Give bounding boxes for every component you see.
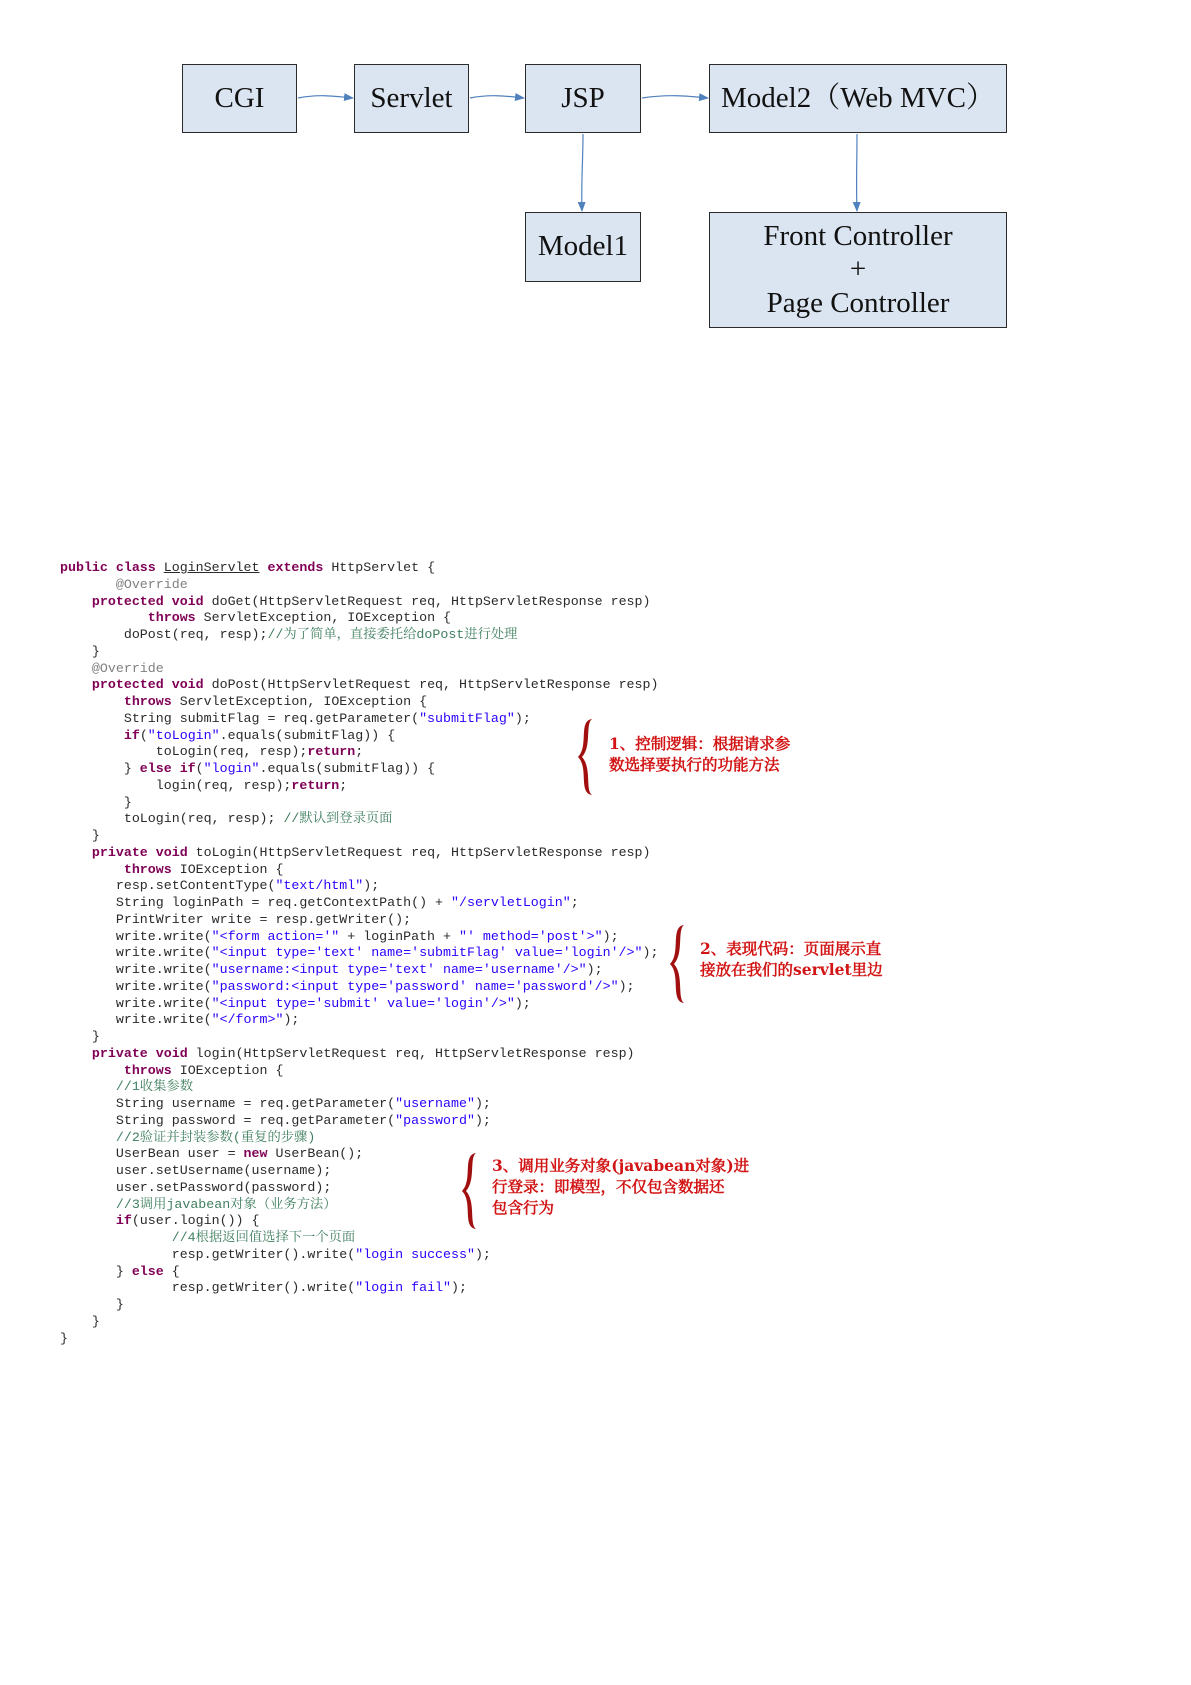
node-model2-label: Model2（Web MVC） [721, 81, 995, 114]
code-line [60, 711, 1160, 728]
code-token: resp.getWriter().write( [60, 1280, 356, 1296]
code-line [60, 979, 1160, 996]
node-model2 [709, 64, 1007, 133]
code-line [60, 661, 1160, 678]
code-token: @Override [91, 660, 164, 676]
code-token [60, 1063, 124, 1078]
code-token: } [60, 1029, 100, 1044]
code-token: } [60, 828, 100, 843]
code-token: //3调用javabean对象（业务方法） [115, 1196, 337, 1212]
code-token: "submitFlag" [419, 710, 515, 726]
code-line [60, 1012, 1160, 1029]
code-token: "' method='post'>" [458, 928, 603, 944]
code-token: login(req, resp); [60, 777, 292, 793]
arrow-servlet-to-jsp [470, 96, 524, 98]
code-line [60, 610, 1160, 627]
code-token: if [115, 1213, 132, 1229]
code-token: ); [514, 710, 531, 726]
arrow-jsp-to-model2 [642, 96, 708, 98]
code-token [60, 862, 124, 877]
code-token: "login fail" [355, 1280, 452, 1296]
code-token: write.write( [60, 928, 212, 944]
code-token: "login" [203, 761, 260, 776]
code-line [60, 677, 1160, 694]
code-token [60, 1130, 116, 1145]
code-token: ( [195, 761, 204, 776]
code-token: throws [123, 1062, 172, 1078]
code-token: "toLogin" [147, 727, 220, 743]
code-token: IOException { [171, 861, 284, 877]
code-token: public class [60, 560, 164, 575]
code-token: doGet(HttpServletRequest req, HttpServletResponse resp) [203, 593, 651, 609]
code-token [60, 577, 116, 592]
code-token: "password:<input type='password' name='password'/>" [211, 978, 619, 994]
code-token: } [60, 1330, 68, 1346]
arrow-jsp-to-model1 [582, 134, 583, 211]
code-token: if [123, 727, 140, 743]
code-line [60, 1230, 1160, 1247]
code-token: login(HttpServletRequest req, HttpServletResponse resp) [187, 1045, 635, 1061]
code-line [60, 1130, 1160, 1147]
code-token: UserBean user = [60, 1146, 244, 1162]
code-token: "<form action='" [211, 928, 340, 944]
code-line [60, 1264, 1160, 1281]
code-token: write.write( [60, 945, 212, 961]
code-token: } [60, 761, 140, 776]
code-line [60, 627, 1160, 644]
code-line [60, 828, 1160, 845]
code-line [60, 996, 1160, 1013]
code-token: //为了简单，直接委托给doPost进行处理 [267, 627, 518, 642]
code-line [60, 644, 1160, 661]
code-token: //2验证并封装参数(重复的步骤) [115, 1129, 316, 1145]
code-line [60, 945, 1160, 962]
code-line [60, 1079, 1160, 1096]
code-line [60, 560, 1160, 577]
code-token: String loginPath = req.getContextPath() + [60, 895, 451, 910]
code-token: HttpServlet { [323, 560, 436, 575]
code-token [60, 610, 148, 625]
annotation-presentation-code [700, 938, 883, 980]
code-line [60, 811, 1160, 828]
code-line [60, 778, 1160, 795]
code-token: IOException { [171, 1062, 284, 1078]
code-line [60, 795, 1160, 812]
code-token: ); [642, 945, 659, 961]
annotation-control-logic [609, 733, 790, 775]
brace-3 [460, 1152, 486, 1230]
code-token: write.write( [60, 1012, 212, 1028]
node-model1-label: Model1 [537, 230, 629, 263]
code-token: } [60, 643, 100, 659]
code-token: .equals(submitFlag)) { [259, 761, 436, 776]
code-line [60, 1113, 1160, 1130]
code-token: extends [267, 560, 324, 575]
code-token [60, 1046, 92, 1061]
annotation-2-line2: 接放在我们的servlet里边 [700, 960, 883, 979]
node-servlet-label: Servlet [370, 81, 453, 114]
code-token: ); [363, 878, 380, 894]
code-token [60, 677, 92, 692]
code-token [60, 594, 92, 609]
code-token: else [131, 1263, 164, 1279]
code-token: UserBean(); [267, 1146, 364, 1162]
code-token: write.write( [60, 978, 212, 994]
code-token: @Override [115, 576, 188, 592]
code-token: new [243, 1146, 268, 1162]
code-line [60, 878, 1160, 895]
code-token: } [60, 1313, 100, 1329]
code-token: String submitFlag = req.getParameter( [60, 710, 420, 726]
code-token [60, 694, 124, 709]
code-token: "login success" [355, 1246, 475, 1262]
code-token: } [60, 1263, 132, 1279]
code-token: PrintWriter write = resp.getWriter(); [60, 911, 412, 927]
code-token: else if [139, 761, 196, 776]
code-token: String username = req.getParameter( [60, 1096, 396, 1111]
code-token: ); [474, 1112, 491, 1128]
code-token: //4根据返回值选择下一个页面 [171, 1230, 356, 1245]
code-token: .equals(submitFlag)) { [219, 727, 396, 743]
code-token: ; [339, 777, 348, 793]
code-line [60, 1247, 1160, 1264]
code-line [60, 962, 1160, 979]
code-token: "username:<input type='text' name='username'/>" [211, 962, 587, 977]
code-token: user.setPassword(password); [60, 1179, 332, 1195]
node-front-line3: Page Controller [766, 286, 950, 319]
code-token: ); [514, 995, 531, 1011]
code-token: } [60, 1297, 124, 1312]
code-token: throws [123, 694, 172, 709]
code-token: } [60, 794, 132, 810]
code-token [60, 728, 124, 743]
node-model1 [525, 212, 641, 282]
code-token: ); [474, 1096, 491, 1111]
code-token: toLogin(req, resp); [60, 744, 308, 760]
code-line [60, 929, 1160, 946]
diagram-arrows [0, 0, 1191, 360]
arrow-cgi-to-servlet [298, 96, 353, 98]
code-token: "/servletLogin" [451, 895, 571, 910]
code-token: doPost(HttpServletRequest req, HttpServletResponse resp) [203, 677, 659, 693]
code-token: "<input type='text' name='submitFlag' value='login'/>" [211, 945, 643, 961]
code-token: //默认到登录页面 [283, 811, 393, 827]
code-line [60, 912, 1160, 929]
code-token: doPost(req, resp); [60, 627, 268, 642]
code-line [60, 1046, 1160, 1063]
annotation-1-line1: 1、控制逻辑：根据请求参 [609, 734, 791, 753]
node-servlet [354, 64, 469, 133]
code-token: toLogin(HttpServletRequest req, HttpServletResponse resp) [187, 844, 651, 860]
annotation-3-line2: 行登录：即模型，不仅包含数据还 [492, 1177, 725, 1196]
code-line [60, 1280, 1160, 1297]
code-line [60, 1297, 1160, 1314]
code-line [60, 1096, 1160, 1113]
node-front-page-controller [709, 212, 1007, 328]
code-token: "</form>" [211, 1012, 284, 1028]
code-token: throws [147, 610, 196, 626]
code-token: return [291, 777, 340, 793]
code-token: "<input type='submit' value='login'/>" [211, 995, 515, 1011]
code-line [60, 694, 1160, 711]
code-token: ); [474, 1246, 491, 1262]
code-token: protected void [91, 677, 204, 693]
code-token: ( [139, 727, 148, 743]
brace-2 [668, 924, 694, 1004]
code-token: "username" [395, 1096, 475, 1111]
code-listing [60, 560, 1160, 1347]
code-token: "password" [395, 1112, 475, 1128]
node-jsp-label: JSP [561, 81, 605, 114]
code-token [60, 1079, 116, 1094]
code-line [60, 862, 1160, 879]
annotation-3-line1: 3、调用业务对象(javabean对象)进 [492, 1156, 750, 1175]
node-cgi-label: CGI [214, 81, 265, 114]
code-line [60, 845, 1160, 862]
code-token: private void [91, 1045, 188, 1061]
code-token [60, 845, 92, 860]
code-token: ); [586, 962, 603, 977]
code-token: write.write( [60, 995, 212, 1011]
code-token: resp.getWriter().write( [60, 1246, 356, 1262]
flow-diagram [0, 0, 1191, 360]
code-line [60, 1063, 1160, 1080]
node-front-line2: + [849, 253, 867, 286]
code-token: ServletException, IOException { [171, 694, 428, 709]
code-token: LoginServlet [163, 560, 260, 575]
code-token: ); [283, 1012, 300, 1028]
code-token: user.setUsername(username); [60, 1163, 332, 1178]
code-token: ); [451, 1280, 467, 1296]
code-token: String password = req.getParameter( [60, 1112, 396, 1128]
code-token: (user.login()) { [131, 1213, 260, 1229]
code-token: { [163, 1263, 180, 1279]
code-token: throws [123, 861, 172, 877]
code-token: resp.setContentType( [60, 878, 276, 894]
code-token: write.write( [60, 962, 212, 977]
code-token: protected void [91, 593, 204, 609]
code-token: "text/html" [275, 878, 364, 894]
code-token [60, 1197, 116, 1212]
code-token: return [307, 744, 356, 760]
code-line [60, 1029, 1160, 1046]
code-line [60, 594, 1160, 611]
code-token [60, 1213, 116, 1228]
code-token [60, 661, 92, 676]
code-token: ; [570, 895, 579, 910]
code-token: ServletException, IOException { [195, 610, 452, 626]
brace-1 [576, 718, 602, 796]
annotation-3-line3: 包含行为 [492, 1198, 555, 1217]
code-token [60, 1230, 172, 1245]
annotation-2-line1: 2、表现代码：页面展示直 [700, 939, 882, 958]
code-token: ); [602, 928, 619, 944]
code-token: ; [355, 744, 364, 760]
node-jsp [525, 64, 641, 133]
code-line [60, 1331, 1160, 1348]
code-line [60, 1314, 1160, 1331]
annotation-business-object [492, 1155, 749, 1218]
code-token: private void [91, 844, 188, 860]
node-cgi [182, 64, 297, 133]
code-line [60, 895, 1160, 912]
code-line [60, 577, 1160, 594]
code-token: toLogin(req, resp); [60, 811, 284, 827]
annotation-1-line2: 数选择要执行的功能方法 [609, 755, 780, 774]
code-token: + loginPath + [339, 928, 459, 944]
code-token: ); [618, 978, 635, 994]
node-front-line1: Front Controller [763, 219, 953, 252]
code-token: //1收集参数 [115, 1079, 193, 1095]
